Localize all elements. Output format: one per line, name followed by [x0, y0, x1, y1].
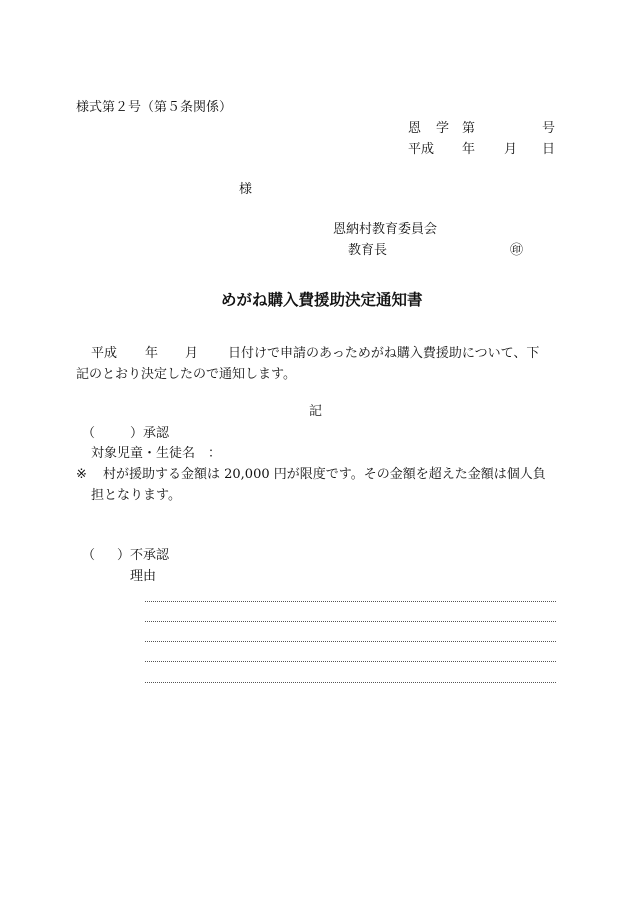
reason-dotted-line	[145, 682, 556, 683]
document-title: めがね購入費援助決定通知書	[221, 290, 423, 309]
issuer-organization: 恩納村教育委員会	[333, 222, 438, 237]
doc-number-char-1: 恩	[408, 121, 422, 136]
approve-label: ）承認	[130, 426, 170, 441]
body-line2-text: 記のとおり決定したので通知します。	[76, 367, 296, 382]
date-era: 平成	[408, 142, 435, 157]
body-year: 年	[145, 346, 159, 361]
body-month: 月	[185, 346, 199, 361]
doc-number-char-2: 学	[436, 121, 450, 136]
reject-label: ）不承認	[117, 548, 170, 563]
date-month: 月	[504, 142, 518, 157]
addressee-suffix: 様	[239, 182, 253, 197]
approve-checkbox-open: （	[82, 426, 96, 441]
note-line-2: 担となります。	[91, 488, 181, 503]
doc-number-char-3: 第	[462, 121, 476, 136]
body-line1-text: 日付けで申請のあっためがね購入費援助について、下	[228, 346, 540, 361]
date-day: 日	[542, 142, 556, 157]
ki-heading: 記	[309, 404, 323, 419]
reason-label: 理由	[130, 569, 157, 584]
date-year: 年	[462, 142, 476, 157]
target-student-label: 対象児童・生徒名 ：	[91, 446, 222, 461]
issuer-title: 教育長	[348, 243, 388, 258]
reason-dotted-line	[145, 621, 556, 622]
body-era: 平成	[91, 346, 118, 361]
seal-mark: ㊞	[510, 243, 524, 258]
note-line-1: 村が援助する金額は 20,000 円が限度です。その金額を超えた金額は個人負	[103, 467, 546, 482]
reason-dotted-line	[145, 641, 556, 642]
reason-dotted-line	[145, 661, 556, 662]
note-mark: ※	[76, 467, 87, 482]
reason-dotted-line	[145, 601, 556, 602]
doc-number-suffix: 号	[542, 121, 556, 136]
reject-checkbox-open: （	[82, 548, 96, 563]
form-label: 様式第２号（第５条関係）	[76, 100, 233, 115]
